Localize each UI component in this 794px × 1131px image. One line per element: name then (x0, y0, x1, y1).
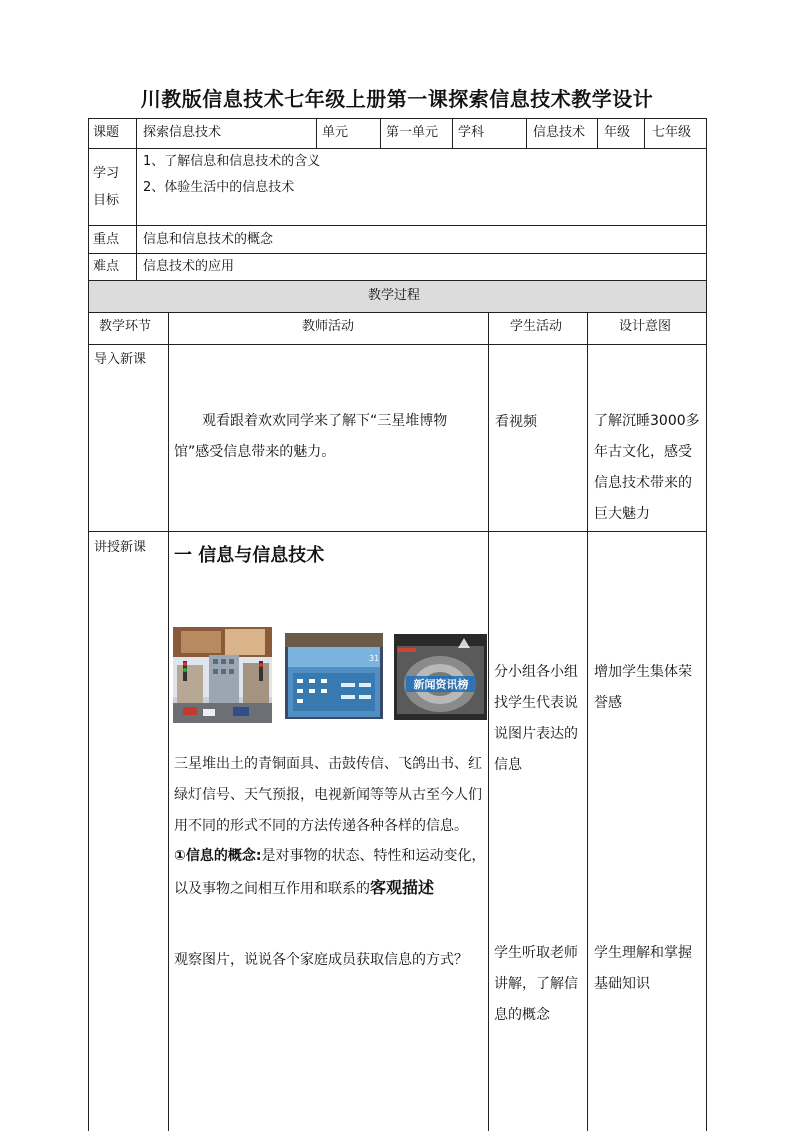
lecture-stage-cell (88, 531, 168, 1131)
lecture-intent-1: 增加学生集体荣誉感 (594, 664, 692, 711)
unit-label: 单元 (322, 125, 349, 140)
weather-readout: 31 (369, 654, 380, 663)
intro-stage: 导入新课 (94, 352, 147, 367)
topic-value: 探索信息技术 (143, 125, 222, 140)
document-title: 川教版信息技术七年级上册第一课探索信息技术教学设计 (140, 87, 654, 111)
lecture-heading: 一 信息与信息技术 (174, 545, 325, 566)
goal-item-2: 2、体验生活中的信息技术 (143, 180, 295, 195)
subject-value: 信息技术 (533, 125, 586, 140)
key-value: 信息和信息技术的概念 (143, 232, 274, 247)
intro-teacher-text: 观看跟着欢欢同学来了解下“三星堆博物馆”感受信息带来的魅力。 (174, 413, 448, 460)
concept-text: 是对事物的状态、特性和运动变化，以及事物之间相互作用和联系的 (174, 848, 486, 897)
weather-forecast-image (285, 633, 383, 719)
concept-label: ①信息的概念: (174, 848, 262, 864)
goal-label-1: 学习 (93, 166, 120, 181)
grade-label: 年级 (604, 125, 631, 140)
lecture-intent-2: 学生理解和掌握基础知识 (594, 945, 692, 992)
header-intent: 设计意图 (619, 319, 672, 334)
topic-label: 课题 (93, 125, 120, 140)
process-banner-label: 教学过程 (368, 288, 421, 303)
news-caption: 新闻资讯榜 (413, 678, 469, 691)
header-student: 学生活动 (510, 319, 563, 334)
lecture-stage: 讲授新课 (94, 540, 147, 555)
hard-value: 信息技术的应用 (143, 259, 235, 274)
street-photo (173, 627, 272, 723)
weather-forecast-photo (285, 633, 383, 719)
hard-label: 难点 (93, 259, 120, 274)
lecture-intent-cell (587, 531, 707, 1131)
goal-item-1: 1、了解信息和信息技术的含义 (143, 154, 321, 169)
grade-value: 七年级 (652, 125, 692, 140)
header-stage: 教学环节 (99, 319, 152, 334)
lecture-student-2: 学生听取老师讲解，了解信息的概念 (494, 945, 578, 1023)
street-photo-image (173, 627, 272, 723)
cell-goal-label (88, 148, 136, 225)
goal-label-2: 目标 (93, 193, 120, 208)
subject-label: 学科 (458, 125, 485, 140)
tv-news-image (394, 634, 487, 720)
intro-intent-text: 了解沉睡3000多年古文化，感受信息技术带来的巨大魅力 (594, 413, 700, 522)
lecture-paragraph-1: 三星堆出土的青铜面具、击鼓传信、飞鸽出书、红绿灯信号、天气预报，电视新闻等等从古至今人们用不同的形式不同的方法传递各种各样的信息。 (174, 756, 482, 834)
unit-value: 第一单元 (386, 125, 439, 140)
lecture-student-cell (488, 531, 587, 1131)
intro-stage-cell (88, 344, 168, 531)
concept-paragraph (174, 841, 486, 905)
concept-emphasis: 客观描述 (370, 878, 435, 897)
intro-student-cell (488, 344, 587, 531)
header-teacher: 教师活动 (302, 319, 355, 334)
lecture-student-1: 分小组各小组找学生代表说说图片表达的信息 (494, 664, 578, 773)
key-label: 重点 (93, 232, 120, 247)
lecture-question: 观察图片，说说各个家庭成员获取信息的方式？ (174, 952, 468, 968)
intro-student-text: 看视频 (495, 414, 537, 430)
tv-news-photo (394, 634, 487, 720)
